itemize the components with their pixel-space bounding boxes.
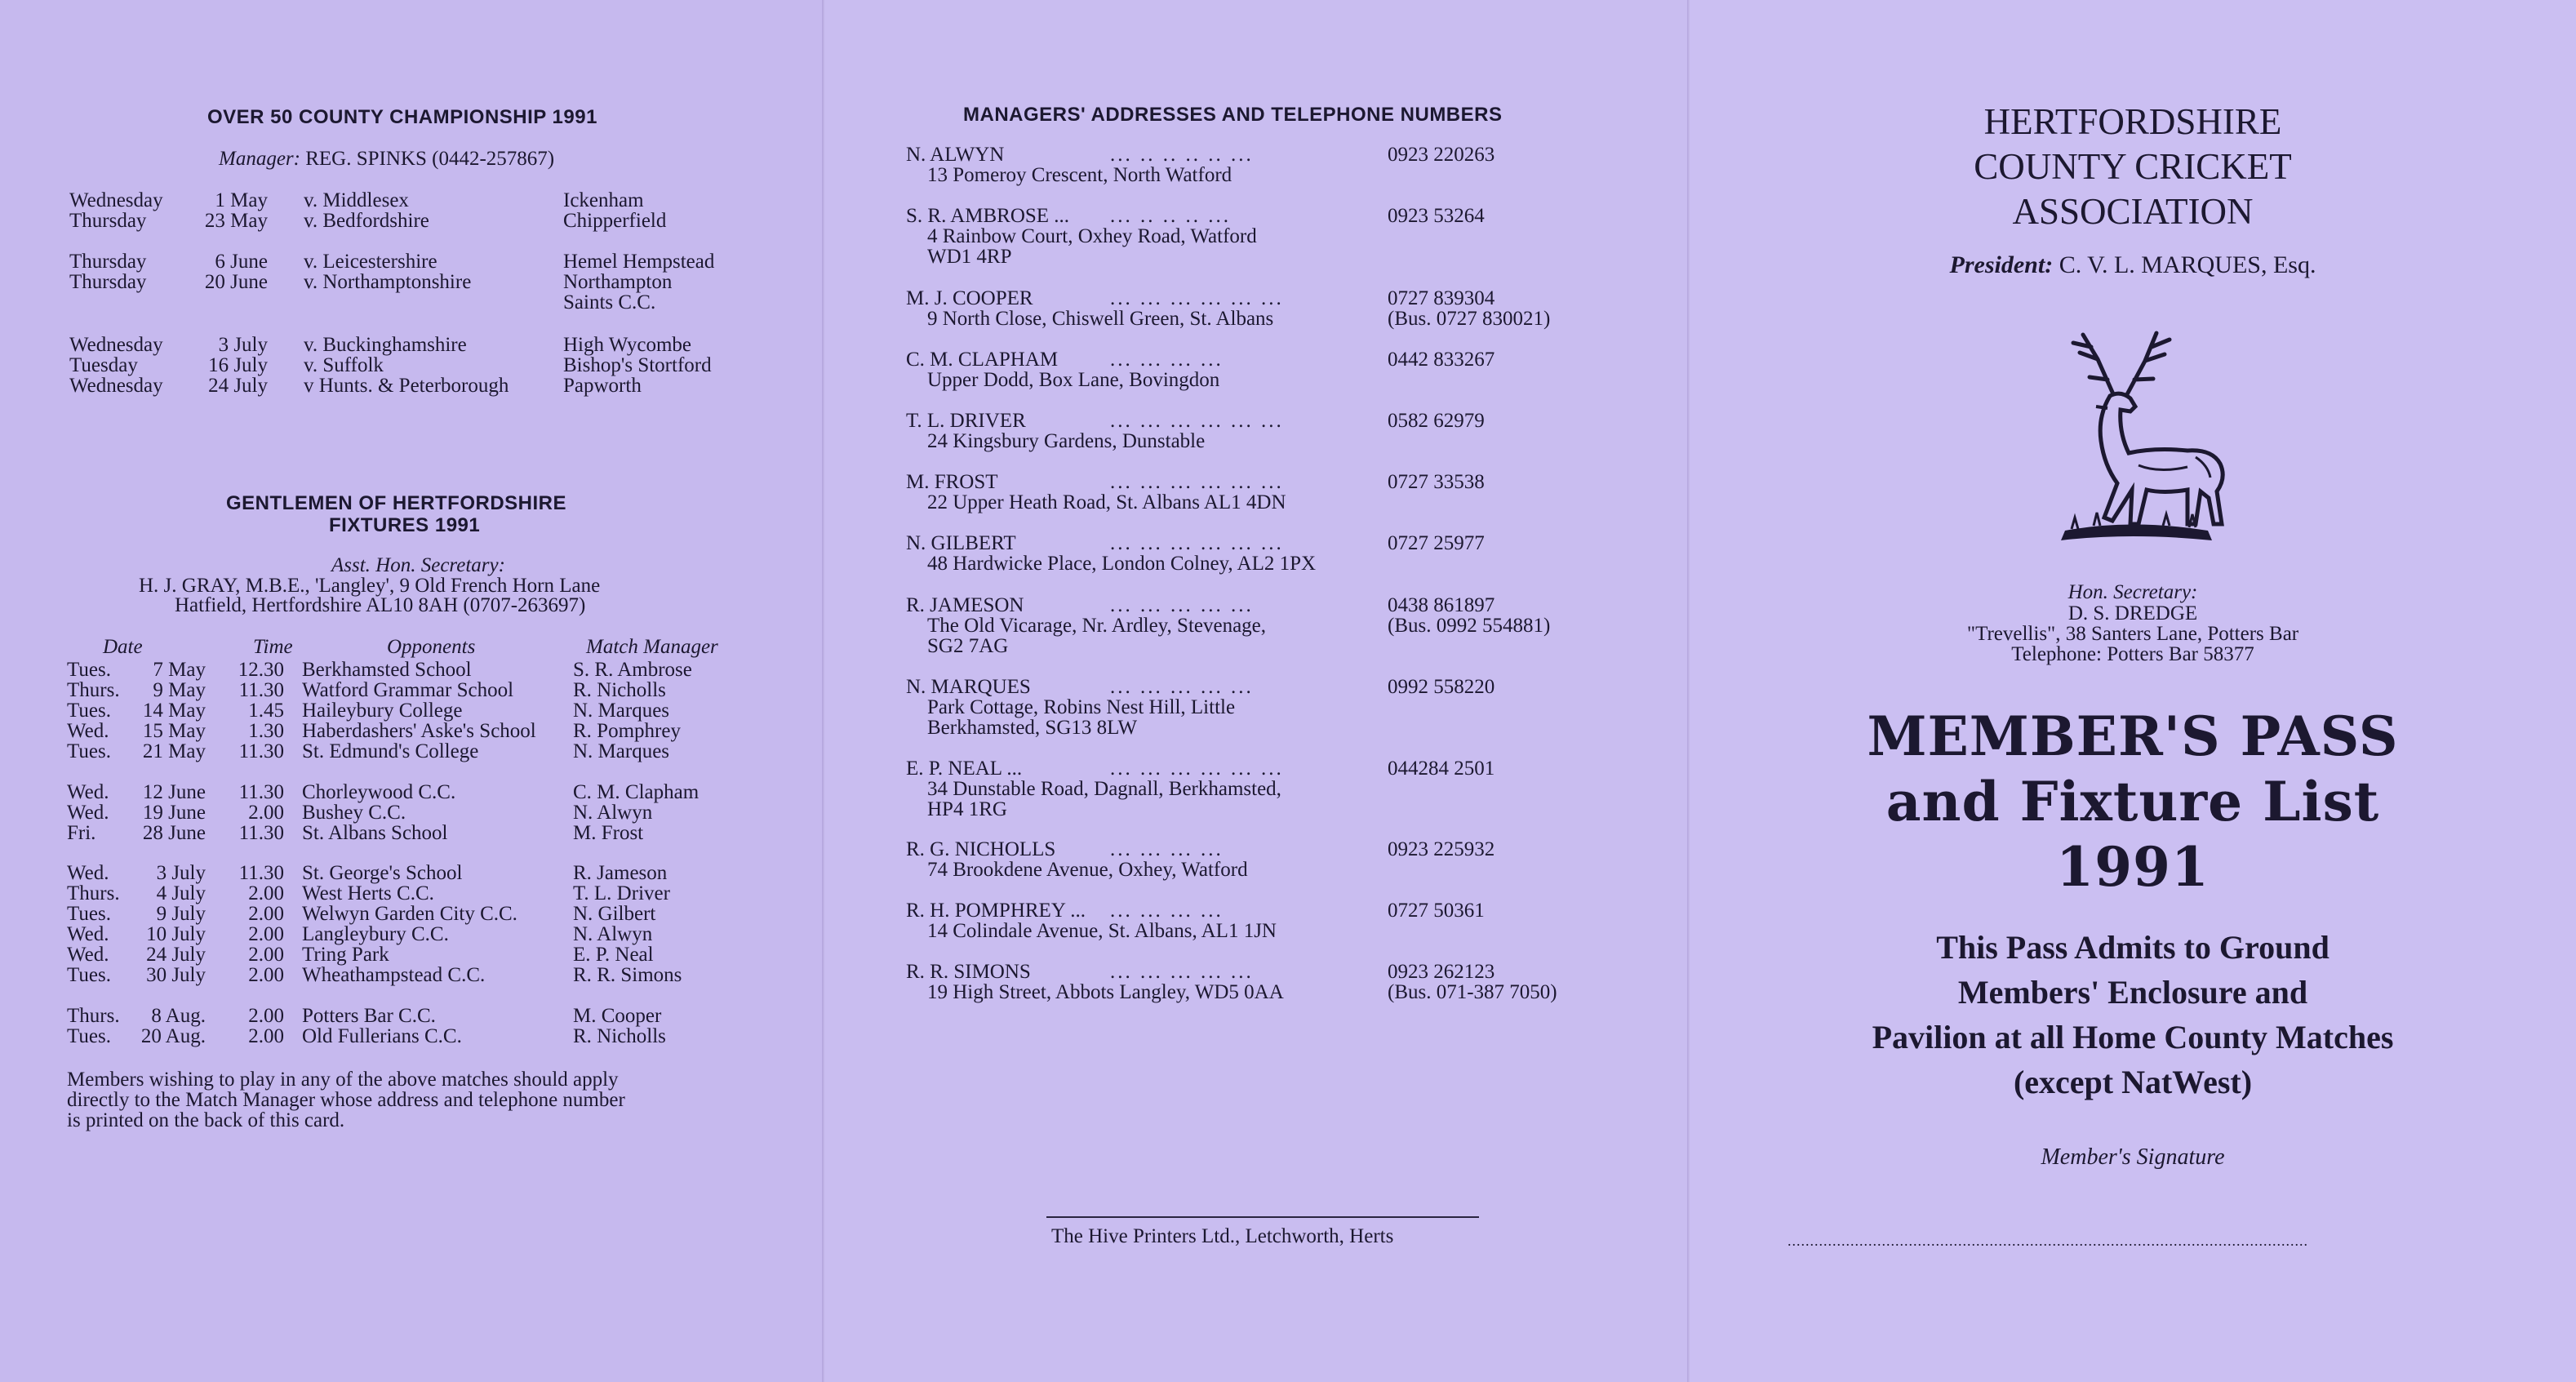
row-opponent: Langleybury C.C. — [302, 923, 449, 945]
row-match-manager: S. R. Ambrose — [573, 659, 692, 681]
manager-address-line: Park Cottage, Robins Nest Hill, Little — [927, 696, 1236, 718]
row-time: 2.00 — [248, 923, 284, 945]
row-match-manager: R. Nicholls — [573, 679, 666, 701]
row-date: 24 July — [208, 375, 268, 397]
manager-business-phone: (Bus. 071-387 7050) — [1388, 981, 1557, 1003]
manager-name: R. H. POMPHREY ... — [906, 900, 1086, 922]
row-day: Wednesday — [69, 334, 163, 356]
row-opponent: Bushey C.C. — [302, 802, 406, 824]
manager-phone: 0923 262123 — [1388, 961, 1495, 983]
admission-line-4: (except NatWest) — [2013, 1064, 2253, 1100]
row-opponent: v. Bedfordshire — [304, 210, 429, 232]
manager-address-line: 9 North Close, Chiswell Green, St. Albans — [927, 308, 1274, 330]
row-day: Wednesday — [69, 189, 163, 211]
row-date: 4 July — [156, 882, 206, 904]
row-match-manager: N. Gilbert — [573, 903, 656, 925]
row-time: 11.30 — [238, 740, 284, 762]
hon-secretary-phone: Telephone: Potters Bar 58377 — [2011, 643, 2254, 665]
manager-name: T. L. DRIVER — [906, 410, 1026, 432]
row-opponent: Old Fullerians C.C. — [302, 1025, 462, 1047]
row-day: Tues. — [67, 700, 111, 722]
manager-address-line: 74 Brookdene Avenue, Oxhey, Watford — [927, 859, 1248, 881]
row-day: Wed. — [67, 781, 109, 803]
manager-address-line: Berkhamsted, SG13 8LW — [927, 717, 1138, 739]
row-day: Tues. — [67, 903, 111, 925]
row-opponent: West Herts C.C. — [302, 882, 434, 904]
manager-entry — [906, 288, 1608, 353]
row-date: 20 Aug. — [140, 1025, 206, 1047]
col-opponents-header: Opponents — [387, 636, 476, 658]
row-venue: Bishop's Stortford — [563, 354, 712, 376]
manager-name: N. GILBERT — [906, 532, 1016, 554]
row-opponent: St. George's School — [302, 862, 463, 884]
manager-name: E. P. NEAL ... — [906, 758, 1023, 780]
row-opponent: St. Albans School — [302, 822, 448, 844]
row-opponent: Watford Grammar School — [302, 679, 514, 701]
row-opponent: v. Suffolk — [304, 354, 384, 376]
row-day: Thursday — [69, 271, 147, 293]
over50-row — [0, 375, 816, 396]
manager-entry — [906, 595, 1608, 660]
org-line-3: ASSOCIATION — [2012, 191, 2254, 232]
gentlemen-secretary-line2: Hatfield, Hertfordshire AL10 8AH (0707-263697) — [175, 594, 586, 616]
row-time: 2.00 — [248, 802, 284, 824]
manager-phone: 0923 225932 — [1388, 838, 1495, 860]
row-time: 11.30 — [238, 822, 284, 844]
over50-row — [0, 211, 816, 231]
row-date: 15 May — [142, 720, 206, 742]
row-time: 11.30 — [238, 862, 284, 884]
row-date: 12 June — [142, 781, 206, 803]
row-day: Fri. — [67, 822, 96, 844]
gentlemen-row — [0, 680, 816, 700]
row-opponent: v. Northamptonshire — [304, 271, 472, 293]
row-opponent: Wheathampstead C.C. — [302, 964, 486, 986]
row-date: 21 May — [142, 740, 206, 762]
manager-phone: 0727 25977 — [1388, 532, 1485, 554]
manager-address-line: 48 Hardwicke Place, London Colney, AL2 1PX — [927, 553, 1317, 575]
row-opponent: v Hunts. & Peterborough — [304, 375, 509, 397]
row-date: 1 May — [215, 189, 268, 211]
manager-entry — [906, 411, 1608, 476]
row-day: Wed. — [67, 802, 109, 824]
gentlemen-row — [0, 904, 816, 924]
row-day: Thurs. — [67, 679, 120, 701]
president-label: President: — [1949, 251, 2054, 278]
gentlemen-row — [0, 1026, 816, 1046]
printer-credit: The Hive Printers Ltd., Letchworth, Herts — [1051, 1225, 1394, 1247]
over50-row — [0, 272, 816, 292]
pass-title-line-2: and Fixture List — [1885, 770, 2380, 833]
col-date-header: Date — [103, 636, 143, 658]
manager-leader-dots: ... ... ... ... ... ... — [1110, 471, 1284, 493]
manager-name: M. J. COOPER — [906, 287, 1033, 309]
row-match-manager: N. Marques — [573, 740, 670, 762]
row-day: Tues. — [67, 1025, 111, 1047]
manager-address-line: HP4 1RG — [927, 798, 1007, 820]
gentlemen-row — [0, 863, 816, 883]
row-day: Tues. — [67, 964, 111, 986]
manager-address-line: 13 Pomeroy Crescent, North Watford — [927, 164, 1232, 186]
row-venue: Papworth — [563, 375, 642, 397]
admission-line-3: Pavilion at all Home County Matches — [1872, 1019, 2394, 1055]
row-time: 2.00 — [248, 1025, 284, 1047]
manager-leader-dots: ... ... ... ... ... — [1110, 676, 1254, 698]
manager-leader-dots: ... ... ... ... ... ... — [1110, 532, 1284, 554]
manager-entry — [906, 677, 1608, 742]
manager-name: R. JAMESON — [906, 594, 1024, 616]
row-date: 16 July — [208, 354, 268, 376]
row-date: 23 May — [204, 210, 268, 232]
row-opponent: v. Middlesex — [304, 189, 409, 211]
manager-entry — [906, 472, 1608, 537]
row-date: 19 June — [142, 802, 206, 824]
manager-phone: 0923 53264 — [1388, 205, 1485, 227]
cover-panel — [1690, 0, 2576, 1382]
row-date: 20 June — [204, 271, 268, 293]
manager-leader-dots: ... ... ... ... — [1110, 838, 1224, 860]
manager-leader-dots: ... ... ... ... ... ... — [1110, 758, 1284, 780]
row-date: 6 June — [215, 251, 268, 273]
manager-name: C. M. CLAPHAM — [906, 349, 1059, 371]
row-date: 3 July — [156, 862, 206, 884]
row-match-manager: R. Nicholls — [573, 1025, 666, 1047]
manager-name: N. ALWYN — [906, 144, 1005, 166]
managers-panel — [824, 0, 1690, 1382]
president — [1690, 251, 2576, 279]
manager-phone: 0923 220263 — [1388, 144, 1495, 166]
manager-phone: 0442 833267 — [1388, 349, 1495, 371]
gentlemen-secretary-line1: H. J. GRAY, M.B.E., 'Langley', 9 Old French Horn Lane — [139, 575, 601, 597]
gentlemen-row — [0, 782, 816, 802]
row-time: 2.00 — [248, 1005, 284, 1027]
manager-entry — [906, 349, 1608, 415]
manager-name: S. R. AMBROSE ... — [906, 205, 1070, 227]
org-name — [1690, 100, 2576, 234]
admission-text — [1690, 925, 2576, 1104]
row-opponent: Haberdashers' Aske's School — [302, 720, 536, 742]
gentlemen-row — [0, 944, 816, 965]
over50-row — [0, 251, 816, 272]
row-day: Thurs. — [67, 882, 120, 904]
manager-entry — [906, 962, 1608, 1027]
manager-address-line: 19 High Street, Abbots Langley, WD5 0AA — [927, 981, 1284, 1003]
row-day: Tues. — [67, 659, 111, 681]
hon-secretary-address: "Trevellis", 38 Santers Lane, Potters Bar — [1966, 623, 2299, 645]
row-match-manager: C. M. Clapham — [573, 781, 700, 803]
hon-secretary-label: Hon. Secretary: — [2067, 581, 2198, 603]
manager-phone: 0727 839304 — [1388, 287, 1495, 309]
gentlemen-row — [0, 700, 816, 721]
note-line-1: Members wishing to play in any of the above matches should apply — [67, 1069, 619, 1091]
row-time: 11.30 — [238, 781, 284, 803]
manager-entry — [906, 900, 1608, 966]
row-date: 9 July — [156, 903, 206, 925]
row-match-manager: T. L. Driver — [573, 882, 670, 904]
manager-phone: 0727 33538 — [1388, 471, 1485, 493]
manager-business-phone: (Bus. 0727 830021) — [1388, 308, 1551, 330]
manager-entry — [906, 533, 1608, 598]
row-date: 8 Aug. — [151, 1005, 206, 1027]
manager-address-line: 34 Dunstable Road, Dagnall, Berkhamsted, — [927, 778, 1281, 800]
row-venue: Chipperfield — [563, 210, 667, 232]
manager-name: M. FROST — [906, 471, 998, 493]
row-time: 12.30 — [238, 659, 284, 681]
manager-entry — [906, 839, 1608, 904]
manager-entry — [906, 144, 1608, 210]
manager-phone: 0992 558220 — [1388, 676, 1495, 698]
row-match-manager: R. Jameson — [573, 862, 668, 884]
row-venue: Ickenham — [563, 189, 644, 211]
over50-title: OVER 50 COUNTY CHAMPIONSHIP 1991 — [207, 106, 597, 128]
manager-phone: 044284 2501 — [1388, 758, 1495, 780]
col-time-header: Time — [253, 636, 293, 658]
row-opponent: Welwyn Garden City C.C. — [302, 903, 517, 925]
row-match-manager: R. Pomphrey — [573, 720, 681, 742]
org-line-2: COUNTY CRICKET — [1974, 146, 2292, 187]
row-opponent: v. Buckinghamshire — [304, 334, 467, 356]
manager-address-line: 14 Colindale Avenue, St. Albans, AL1 1JN — [927, 920, 1277, 942]
over50-venue-extra: Saints C.C. — [563, 291, 656, 313]
manager-address-line: Upper Dodd, Box Lane, Bovingdon — [927, 369, 1220, 391]
row-date: 7 May — [153, 659, 206, 681]
over50-manager-value: REG. SPINKS (0442-257867) — [305, 148, 555, 170]
manager-phone: 0582 62979 — [1388, 410, 1485, 432]
row-time: 1.45 — [248, 700, 284, 722]
printer-rule — [1046, 1216, 1479, 1218]
row-time: 2.00 — [248, 964, 284, 986]
row-opponent: Tring Park — [302, 944, 389, 966]
over50-manager-label: Manager: — [219, 148, 300, 170]
row-time: 2.00 — [248, 944, 284, 966]
hon-secretary-name: D. S. DREDGE — [2067, 602, 2198, 624]
gentlemen-secretary-label: Asst. Hon. Secretary: — [331, 554, 505, 576]
row-match-manager: N. Alwyn — [573, 802, 653, 824]
row-match-manager: R. R. Simons — [573, 964, 682, 986]
over50-row — [0, 190, 816, 211]
row-day: Wed. — [67, 944, 109, 966]
row-opponent: Potters Bar C.C. — [302, 1005, 436, 1027]
row-day: Thursday — [69, 251, 147, 273]
row-opponent: St. Edmund's College — [302, 740, 479, 762]
note-line-3: is printed on the back of this card. — [67, 1109, 345, 1131]
manager-name: R. G. NICHOLLS — [906, 838, 1056, 860]
manager-address-line: WD1 4RP — [927, 246, 1012, 268]
org-line-1: HERTFORDSHIRE — [1983, 101, 2282, 142]
row-day: Thursday — [69, 210, 147, 232]
row-opponent: v. Leicestershire — [304, 251, 437, 273]
row-date: 3 July — [218, 334, 268, 356]
row-day: Wed. — [67, 923, 109, 945]
manager-leader-dots: ... ... ... ... — [1110, 349, 1224, 371]
row-day: Thurs. — [67, 1005, 120, 1027]
gentlemen-row — [0, 965, 816, 985]
row-match-manager: M. Frost — [573, 822, 644, 844]
manager-entry — [906, 206, 1608, 271]
pass-title — [1690, 704, 2576, 900]
row-venue: Hemel Hempstead — [563, 251, 715, 273]
manager-leader-dots: ... ... ... ... ... — [1110, 594, 1254, 616]
manager-leader-dots: ... ... ... ... ... — [1110, 961, 1254, 983]
manager-business-phone: (Bus. 0992 554881) — [1388, 615, 1551, 637]
row-opponent: Berkhamsted School — [302, 659, 472, 681]
fixtures-panel — [0, 0, 824, 1382]
row-opponent: Chorleywood C.C. — [302, 781, 456, 803]
col-manager-header: Match Manager — [586, 636, 718, 658]
row-time: 1.30 — [248, 720, 284, 742]
row-date: 30 July — [146, 964, 206, 986]
gentlemen-row — [0, 721, 816, 741]
row-day: Tuesday — [69, 354, 138, 376]
gentlemen-row — [0, 924, 816, 944]
row-date: 28 June — [142, 822, 206, 844]
row-date: 9 May — [153, 679, 206, 701]
gentlemen-row — [0, 802, 816, 823]
manager-address-line: SG2 7AG — [927, 635, 1009, 657]
manager-entry — [906, 758, 1608, 824]
manager-leader-dots: ... ... ... ... ... ... — [1110, 287, 1284, 309]
manager-phone: 0438 861897 — [1388, 594, 1495, 616]
over50-row — [0, 355, 816, 375]
row-day: Wed. — [67, 720, 109, 742]
manager-name: R. R. SIMONS — [906, 961, 1031, 983]
row-time: 11.30 — [238, 679, 284, 701]
pass-title-line-1: MEMBER'S PASS — [1867, 704, 2399, 768]
manager-name: N. MARQUES — [906, 676, 1031, 698]
row-day: Wed. — [67, 862, 109, 884]
row-venue: High Wycombe — [563, 334, 692, 356]
row-day: Wednesday — [69, 375, 163, 397]
gentlemen-row — [0, 660, 816, 680]
admission-line-1: This Pass Admits to Ground — [1936, 929, 2330, 966]
row-venue: Northampton — [563, 271, 673, 293]
row-time: 2.00 — [248, 882, 284, 904]
manager-leader-dots: ... ... ... ... ... ... — [1110, 410, 1284, 432]
row-opponent: Haileybury College — [302, 700, 463, 722]
admission-line-2: Members' Enclosure and — [1957, 974, 2308, 1011]
row-date: 10 July — [146, 923, 206, 945]
row-match-manager: N. Alwyn — [573, 923, 653, 945]
row-date: 24 July — [146, 944, 206, 966]
signature-label: Member's Signature — [2041, 1144, 2225, 1170]
row-time: 2.00 — [248, 903, 284, 925]
row-day: Tues. — [67, 740, 111, 762]
manager-leader-dots: ... .. .. .. ... — [1110, 205, 1231, 227]
manager-phone: 0727 50361 — [1388, 900, 1485, 922]
manager-address-line: 22 Upper Heath Road, St. Albans AL1 4DN — [927, 491, 1286, 513]
gentlemen-title: GENTLEMEN OF HERTFORDSHIRE — [226, 492, 567, 514]
row-match-manager: E. P. Neal — [573, 944, 654, 966]
gentlemen-row — [0, 823, 816, 843]
manager-address-line: The Old Vicarage, Nr. Ardley, Stevenage, — [927, 615, 1267, 637]
manager-address-line: 4 Rainbow Court, Oxhey Road, Watford — [927, 225, 1257, 247]
manager-leader-dots: ... ... ... ... — [1110, 900, 1224, 922]
over50-manager — [219, 149, 554, 169]
over50-row — [0, 335, 816, 355]
row-match-manager: M. Cooper — [573, 1005, 662, 1027]
manager-address-line: 24 Kingsbury Gardens, Dunstable — [927, 430, 1206, 452]
row-date: 14 May — [142, 700, 206, 722]
gentlemen-row — [0, 741, 816, 762]
stag-emblem-icon — [2016, 310, 2245, 563]
row-match-manager: N. Marques — [573, 700, 670, 722]
president-name: C. V. L. MARQUES, Esq. — [2059, 251, 2316, 278]
manager-leader-dots: ... .. .. .. .. ... — [1110, 144, 1254, 166]
gentlemen-row — [0, 1006, 816, 1026]
managers-title: MANAGERS' ADDRESSES AND TELEPHONE NUMBERS — [963, 104, 1503, 126]
note-line-2: directly to the Match Manager whose address and telephone number — [67, 1089, 625, 1111]
signature-line[interactable]: .................................................................................................................... — [1788, 1233, 2308, 1249]
pass-title-line-3: 1991 — [2056, 835, 2210, 899]
gentlemen-row — [0, 883, 816, 904]
gentlemen-subtitle: FIXTURES 1991 — [329, 514, 481, 536]
